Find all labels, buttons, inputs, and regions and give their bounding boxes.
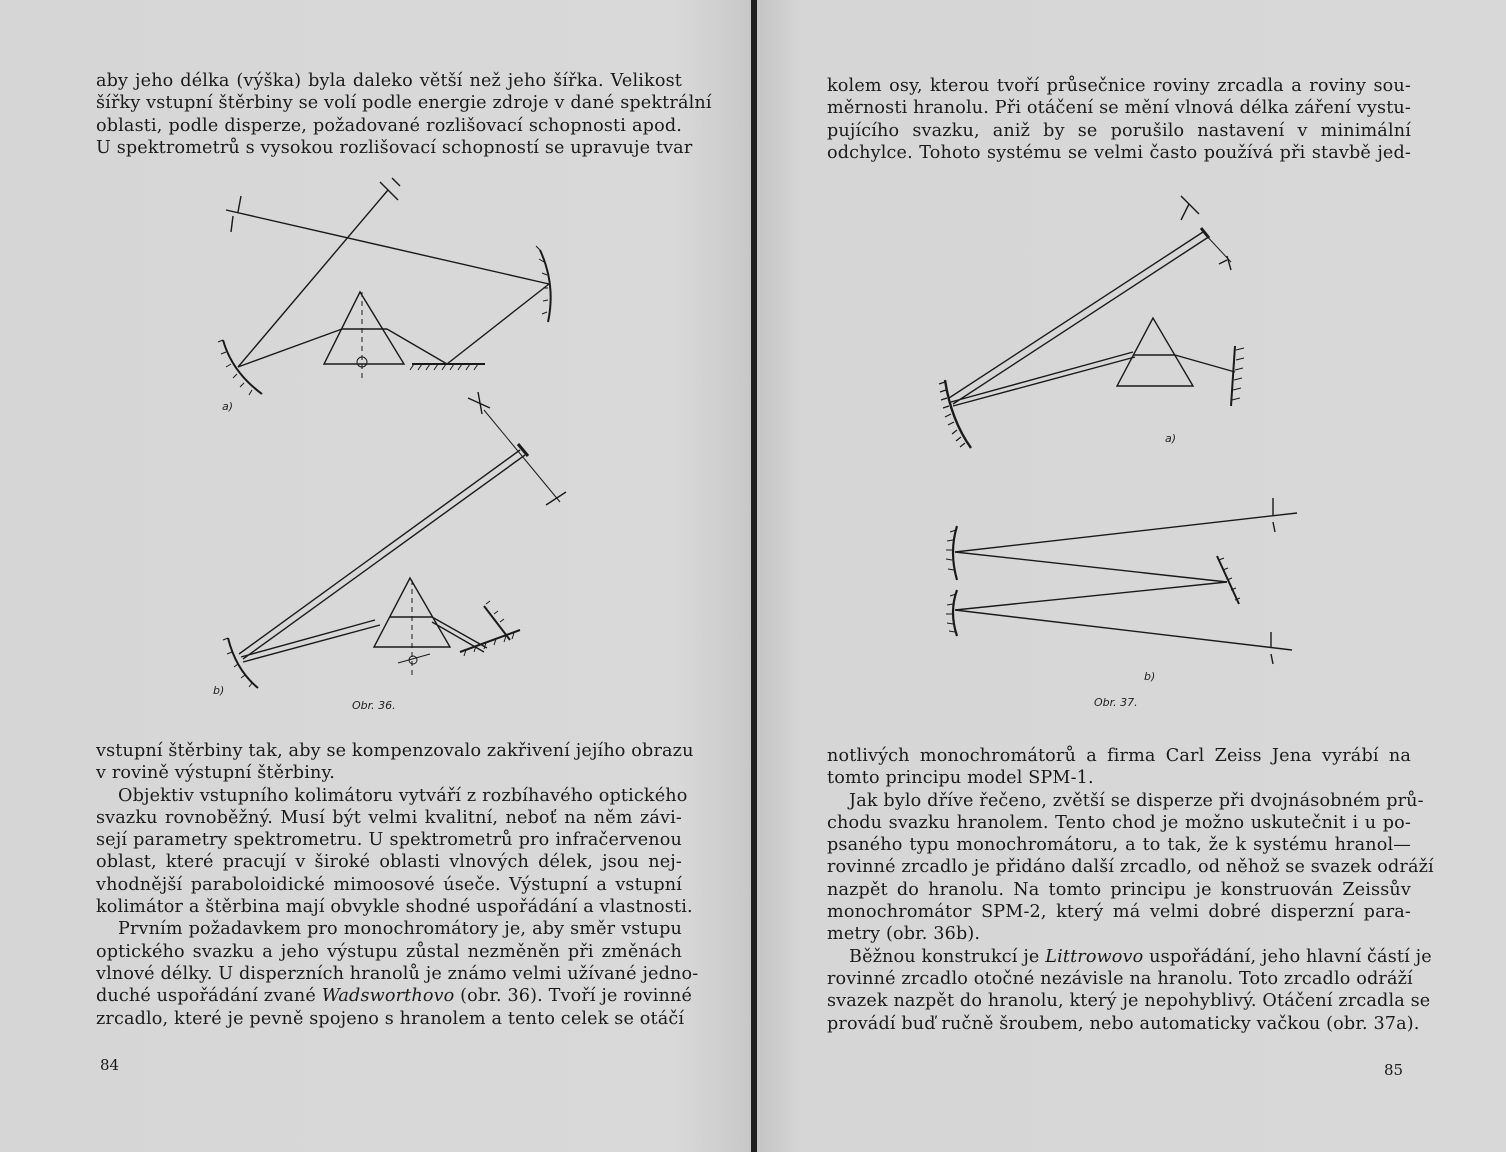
figure-36b: [0, 0, 751, 720]
curved-mirror-left: [228, 638, 258, 688]
right-paragraph-2: [827, 790, 1434, 946]
text-line: provádí buď ručně šroubem, nebo automaticky vačkou (obr. 37a).: [827, 1013, 1420, 1034]
text-line: metry (obr. 36b).: [827, 924, 981, 945]
text-line: notlivých monochromátorů a firma Carl Zeiss Jena vyrábí na: [827, 746, 1411, 766]
slit-mark: [546, 492, 566, 505]
left-paragraph-2: [96, 785, 693, 919]
text-fragment: duché uspořádání zvané: [96, 986, 322, 1007]
right-paragraph-3: [827, 946, 1432, 1035]
text-line: vlnové délky. U disperzních hranolů je známo velmi užívané jedno-: [96, 963, 699, 984]
text-line: [96, 985, 693, 1007]
text-line: U spektrometrů s vysokou rozlišovací schopností se upravuje tvar: [96, 137, 693, 158]
beam-line: [955, 513, 1297, 552]
text-line: Prvním požadavkem pro monochromátory je, aby směr vstupu: [118, 919, 682, 940]
left-paragraph-1: [96, 740, 694, 785]
text-line: optického svazku a jeho výstupu zůstal nezměněn při změnách: [96, 941, 682, 962]
curved-mirror-upper: [953, 526, 957, 580]
text-line: šířky vstupní štěrbiny se volí podle energie zdroje v dané spektrální: [96, 93, 712, 114]
text-line: oblasti, podle disperze, požadované rozlišovací schopnosti apod.: [96, 115, 682, 136]
figure-caption: Obr. 36.: [352, 699, 396, 712]
text-line: monochromátor SPM-2, který má velmi dobré disperzní para-: [827, 902, 1411, 923]
text-fragment: (obr. 36). Tvoří je rovinné: [454, 986, 693, 1007]
text-line: kolem osy, kterou tvoří průsečnice roviny zrcadla a roviny sou-: [827, 76, 1411, 96]
text-fragment: Běžnou konstrukcí je: [849, 946, 1046, 967]
text-line: zrcadlo, které je pevně spojeno s hranolem a tento celek se otáčí: [96, 1008, 685, 1029]
axis-tick: [398, 654, 430, 663]
text-line: nazpět do hranolu. Na tomto principu je konstruován Zeissův: [827, 879, 1411, 900]
slit-axis-line: [484, 410, 560, 502]
left-page: [0, 0, 751, 1152]
return-mirror: [484, 606, 510, 640]
figure-label-b: b): [213, 684, 225, 697]
text-fragment: uspořádání, jeho hlavní částí je: [1143, 946, 1432, 967]
beam-line: [955, 552, 1227, 582]
text-line: svazek nazpět do hranolu, který je nepohyblivý. Otáčení zrcadla se: [827, 991, 1431, 1012]
text-line: svazku rovnoběžný. Musí být velmi kvalitní, neboť na něm závi-: [96, 807, 682, 828]
figure-label-b: b): [1144, 670, 1156, 683]
text-line: chodu svazku hranolem. Tento chod je možno uskutečnit i u po-: [827, 812, 1411, 833]
text-line: Jak bylo dříve řečeno, zvětší se disperze při dvojnásobném prů-: [849, 790, 1424, 811]
text-line: pujícího svazku, aniž by se porušilo nastavení v minimální: [827, 120, 1411, 141]
plane-mirror: [460, 630, 520, 652]
beam-line: [955, 610, 1292, 650]
text-line: vhodnější paraboloidické mimoosové úseče. Výstupní a vstupní: [96, 874, 682, 895]
text-line: oblast, které pracují v široké oblasti vlnových délek, jsou nej-: [96, 852, 682, 873]
right-paragraph-1: [827, 745, 1411, 790]
text-line: psaného typu monochromátoru, a to tak, že k systému hranol—: [827, 835, 1411, 856]
text-line: rovinné zrcadlo otočné nezávisle na hranolu. Toto zrcadlo odráží: [827, 968, 1413, 989]
beam-line: [955, 582, 1227, 610]
page-number: 84: [100, 1056, 120, 1074]
text-line: rovinné zrcadlo je přidáno další zrcadlo, od něhož se svazek odráží: [827, 857, 1434, 878]
right-page: [757, 0, 1506, 1152]
left-paragraph-3: [96, 918, 699, 1029]
figure-37b: [757, 0, 1506, 720]
text-line: [827, 946, 1432, 968]
curved-mirror-lower: [953, 590, 957, 636]
beam-line: [239, 450, 520, 654]
italic-term: Wadsworthovo: [321, 986, 455, 1007]
text-line: aby jeho délka (výška) byla daleko větší než jeho šířka. Velikost: [96, 71, 682, 91]
text-line: vstupní štěrbiny tak, aby se kompenzovalo zakřivení jejího obrazu: [96, 741, 694, 761]
figure-label-a: a): [222, 400, 234, 413]
figure-caption: Obr. 37.: [1094, 696, 1138, 709]
figure-label-a: a): [1165, 432, 1177, 445]
page-number: 85: [1384, 1061, 1404, 1079]
text-line: odchylce. Tohoto systému se velmi často používá při stavbě jed-: [827, 142, 1411, 163]
text-line: Objektiv vstupního kolimátoru vytváří z rozbíhavého optického: [118, 785, 688, 806]
text-line: tomto principu model SPM-1.: [827, 768, 1094, 789]
slit-mark: [1271, 654, 1273, 664]
text-line: kolimátor a štěrbina mají obvykle shodné uspořádání a vlastnosti.: [96, 897, 693, 918]
mirror-hatching: [1219, 558, 1240, 600]
text-line: měrnosti hranolu. Při otáčení se mění vlnová délka záření vystu-: [827, 98, 1411, 119]
text-line: v rovině výstupní štěrbiny.: [96, 763, 335, 784]
beam-line: [432, 617, 487, 648]
italic-term: Littrowovo: [1045, 946, 1144, 967]
slit-mark: [1273, 522, 1275, 532]
text-line: sejí parametry spektrometru. U spektrometrů pro infračervenou: [96, 830, 682, 851]
